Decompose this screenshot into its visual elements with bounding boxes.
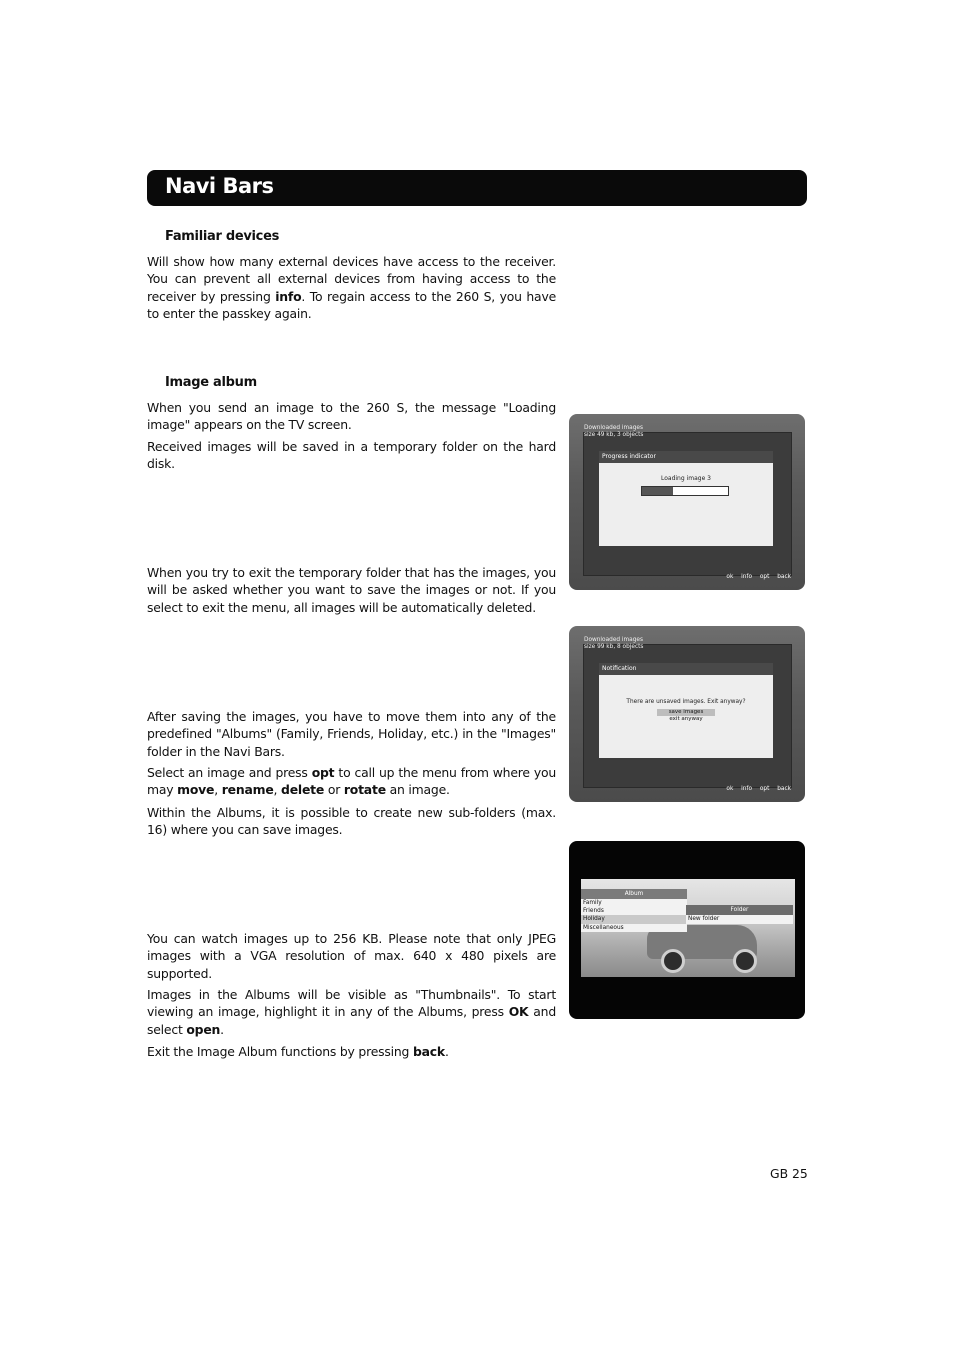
dialog-title: Progress indicator — [599, 451, 773, 463]
page-title: Navi Bars — [165, 174, 274, 198]
screenshot-loading-image — [569, 414, 805, 590]
dialog-title: Notification — [599, 663, 773, 675]
option-save-images[interactable]: save images — [657, 709, 715, 716]
album-menu — [581, 899, 687, 932]
car-wheel — [661, 949, 685, 973]
text: , — [214, 782, 222, 798]
page-number: GB 25 — [770, 1166, 808, 1181]
key-opt: opt — [311, 765, 335, 780]
text: to call up the menu from where you may — [147, 765, 556, 798]
remote-buttons: ok info opt back — [726, 786, 791, 792]
album-item-miscellaneous[interactable]: Miscellaneous — [583, 924, 624, 931]
info-line: size 99 kb, 8 objects — [584, 643, 644, 650]
paragraph-move-images: After saving the images, you have to move them into any of the predefined "Albums" (Family, Friends, Holiday, etc.) in the "Images" folder in the Navi Bars. — [147, 709, 556, 759]
section-title-bar — [147, 170, 807, 206]
text: . — [444, 1044, 449, 1059]
paragraph-jpeg-support: You can watch images up to 256 KB. Please note that only JPEG images with a VGA resolution of max. 640 x 480 pixels are supported. — [147, 931, 556, 981]
text: Exit the Image Album functions by pressing — [147, 1044, 413, 1059]
action-rename: rename — [221, 782, 274, 798]
notification-message: There are unsaved images. Exit anyway? — [626, 699, 746, 705]
text: and select — [147, 1004, 556, 1037]
paragraph-opt-menu — [147, 764, 556, 799]
paragraph-thumbnails — [147, 986, 556, 1038]
progress-bar — [641, 486, 729, 496]
paragraph-temp-folder: Received images will be saved in a temporary folder on the hard disk. — [147, 439, 556, 472]
key-ok: OK — [508, 1004, 529, 1020]
remote-buttons: ok info opt back — [726, 574, 791, 580]
dialog-body — [599, 463, 773, 546]
loading-message: Loading image 3 — [661, 475, 711, 482]
option-exit-anyway[interactable]: exit anyway — [669, 716, 703, 722]
key-info: info — [275, 288, 302, 304]
paragraph-loading-message: When you send an image to the 260 S, the message "Loading image" appears on the TV screen. — [147, 400, 556, 433]
info-text — [584, 425, 643, 438]
text: Will show how many external devices have access to the receiver. You can prevent all external devices from having access to the receiver by pressing — [147, 254, 556, 304]
text: . — [220, 1021, 224, 1037]
action-delete: delete — [281, 782, 325, 798]
folder-submenu-title: Folder — [686, 905, 793, 915]
heading-familiar-devices: Familiar devices — [165, 229, 280, 244]
new-folder-option[interactable]: New folder — [686, 915, 793, 924]
screenshot-notification — [569, 626, 805, 802]
screenshot-album-menu — [569, 841, 805, 1019]
album-item-holiday[interactable]: Holiday — [581, 915, 687, 923]
dialog-body — [599, 675, 773, 758]
info-line: size 49 kb, 3 objects — [584, 431, 644, 438]
text: or — [324, 782, 344, 798]
album-menu-title: Album — [581, 889, 687, 899]
paragraph-exit-folder: When you try to exit the temporary folder that has the images, you will be asked whether you want to save the images or not. If you select to exit the menu, all images will be automatically deleted. — [147, 565, 556, 615]
text: an image. — [385, 782, 450, 798]
text: , — [273, 782, 282, 798]
action-rotate: rotate — [343, 782, 386, 798]
paragraph-subfolders: Within the Albums, it is possible to create new sub-folders (max. 16) where you can save images. — [147, 805, 556, 838]
info-text — [584, 637, 643, 650]
text: Select an image and press — [147, 765, 312, 780]
paragraph-exit-album — [147, 1043, 556, 1060]
text: . To regain access to the 260 S, you have to enter the passkey again. — [147, 288, 557, 321]
album-item-family[interactable]: Family — [583, 900, 602, 906]
info-line: Downloaded images — [584, 637, 643, 643]
key-back: back — [412, 1044, 445, 1059]
paragraph-familiar-devices — [147, 253, 556, 322]
text: Images in the Albums will be visible as "Thumbnails". To start viewing an image, highlight it in any of the Albums, press — [147, 987, 556, 1020]
action-move: move — [177, 782, 215, 798]
info-line: Downloaded images — [584, 425, 643, 431]
album-item-friends[interactable]: Friends — [583, 908, 604, 915]
car-wheel — [733, 949, 757, 973]
action-open: open — [186, 1021, 221, 1037]
progress-label: 36 % — [678, 488, 692, 494]
heading-image-album: Image album — [165, 375, 257, 390]
